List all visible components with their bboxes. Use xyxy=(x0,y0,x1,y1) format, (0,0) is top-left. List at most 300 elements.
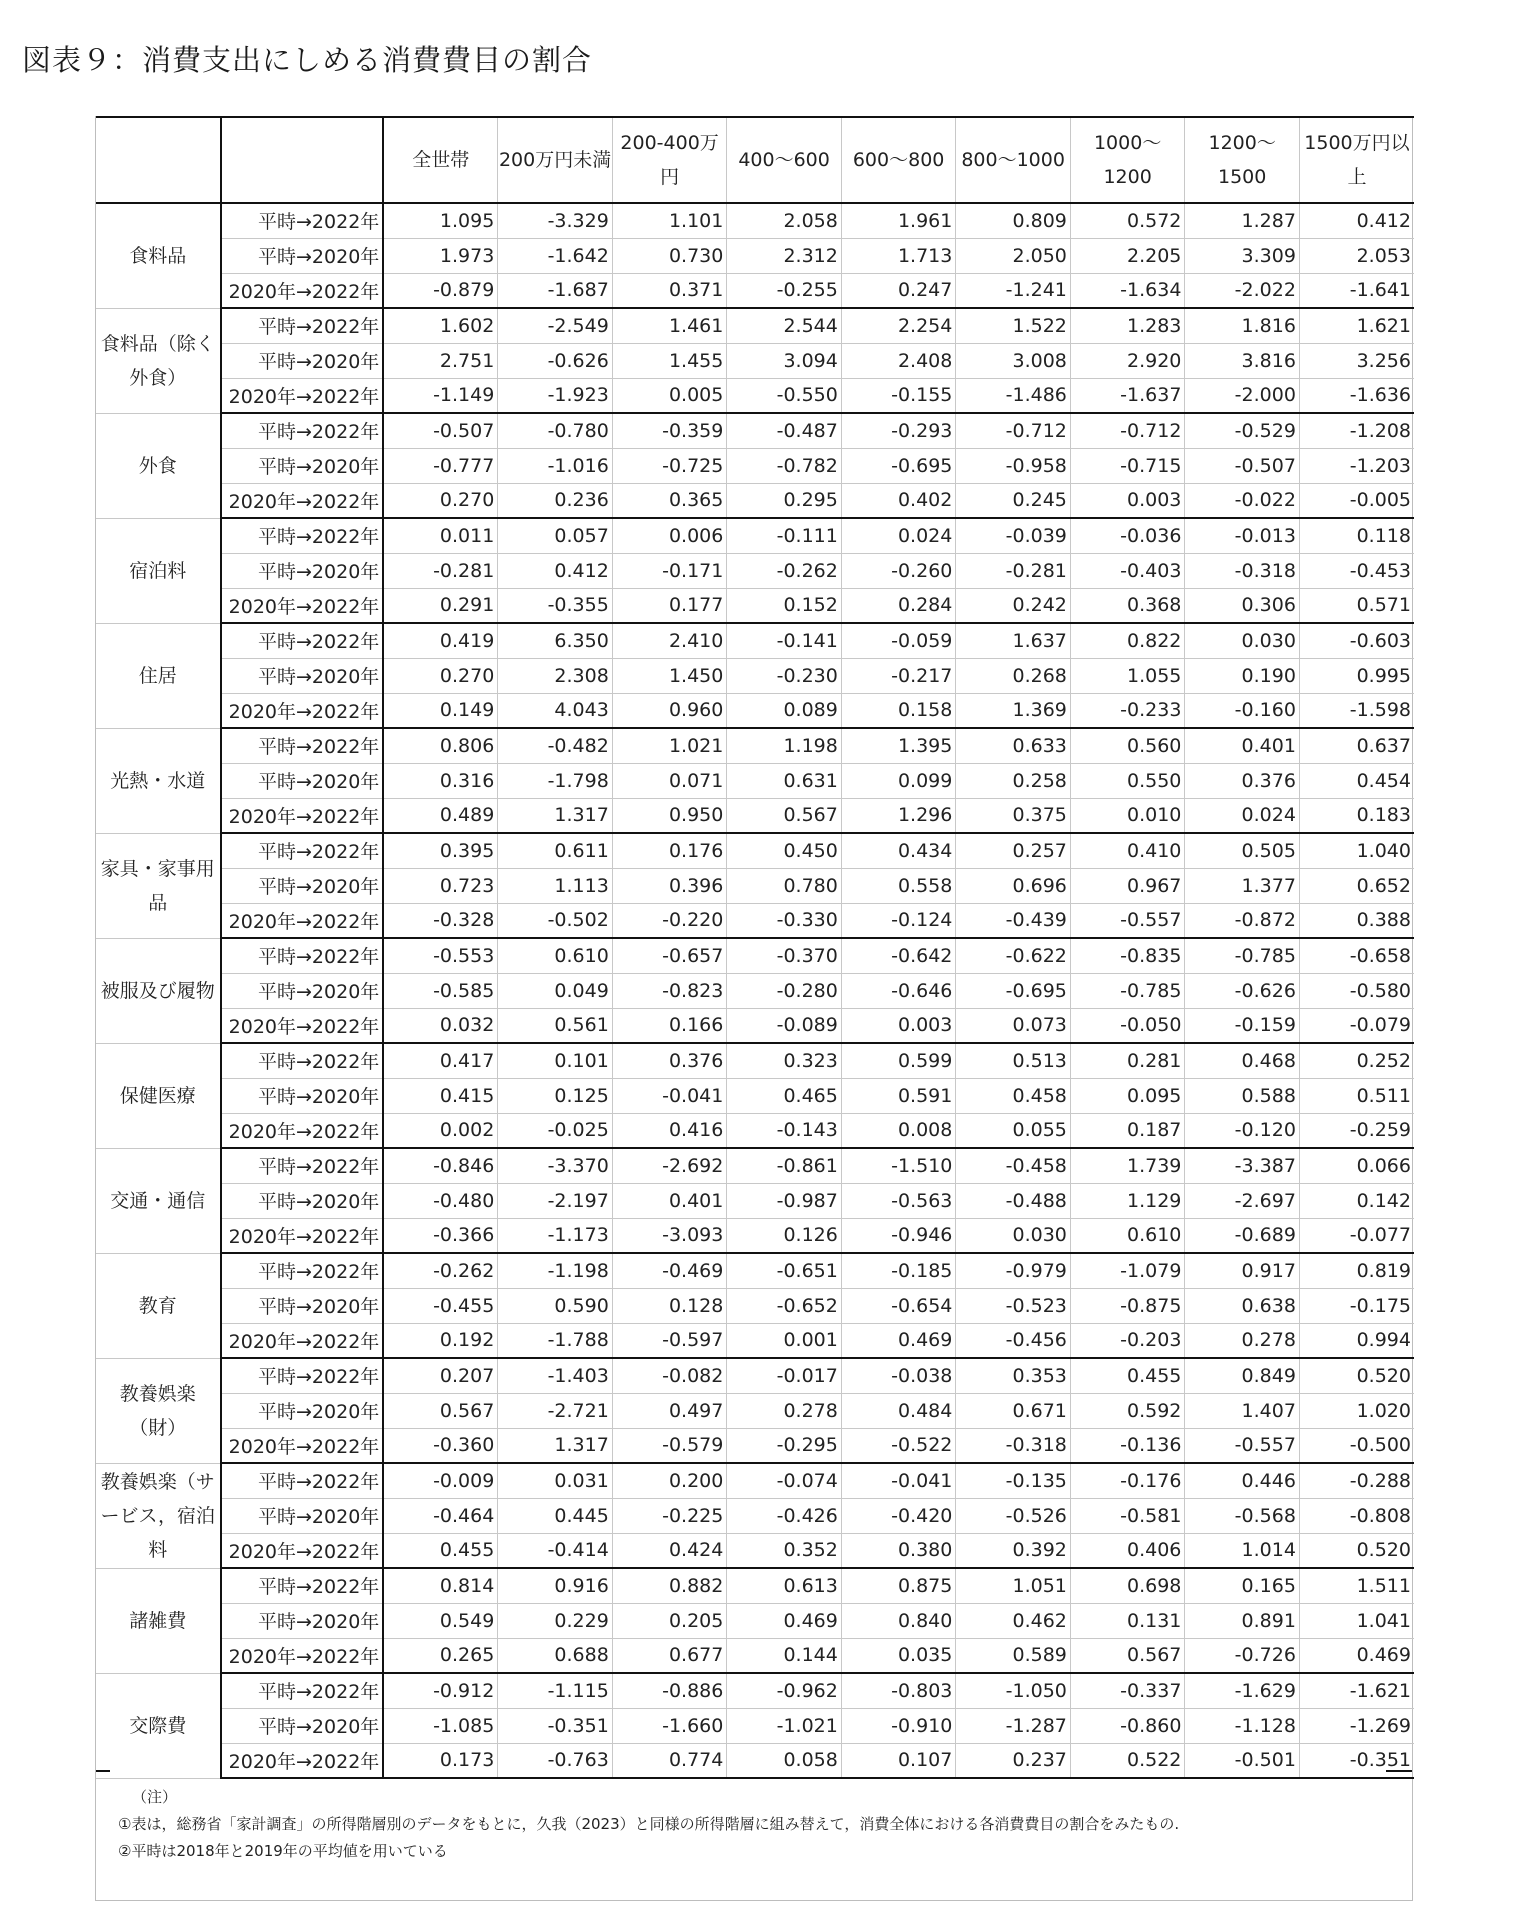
period-cell: 平時→2020年 xyxy=(221,1708,384,1743)
value-cell: -0.351 xyxy=(1299,1743,1414,1778)
value-cell: 0.424 xyxy=(612,1533,727,1568)
value-cell: 0.567 xyxy=(383,1393,498,1428)
value-cell: 0.402 xyxy=(841,483,956,518)
value-cell: -0.041 xyxy=(612,1078,727,1113)
page-title: 図表９：消費支出にしめる消費費目の割合 xyxy=(22,43,593,77)
period-cell: 平時→2022年 xyxy=(221,1568,384,1603)
value-cell: -0.233 xyxy=(1070,693,1185,728)
value-cell: -1.621 xyxy=(1299,1673,1414,1708)
value-cell: -0.135 xyxy=(956,1463,1071,1498)
value-cell: 0.006 xyxy=(612,518,727,553)
table-row xyxy=(96,1638,1414,1673)
value-cell: -0.089 xyxy=(727,1008,842,1043)
table-row xyxy=(96,833,1414,868)
period-cell: 平時→2022年 xyxy=(221,1148,384,1183)
value-cell: -0.414 xyxy=(498,1533,613,1568)
value-cell: -0.458 xyxy=(956,1148,1071,1183)
value-cell: 2.058 xyxy=(727,203,842,238)
value-cell: 0.415 xyxy=(383,1078,498,1113)
value-cell: 0.035 xyxy=(841,1638,956,1673)
value-cell: 0.571 xyxy=(1299,588,1414,623)
table-row xyxy=(96,273,1414,308)
value-cell: -0.036 xyxy=(1070,518,1185,553)
period-cell: 平時→2022年 xyxy=(221,1673,384,1708)
value-cell: 0.410 xyxy=(1070,833,1185,868)
column-header: 800～1000 xyxy=(956,117,1071,203)
value-cell: 0.073 xyxy=(956,1008,1071,1043)
category-cell: 教育 xyxy=(96,1253,221,1358)
period-cell: 2020年→2022年 xyxy=(221,693,384,728)
value-cell: -0.563 xyxy=(841,1183,956,1218)
value-cell: 0.005 xyxy=(612,378,727,413)
value-cell: -1.128 xyxy=(1185,1708,1300,1743)
table-row xyxy=(96,1428,1414,1463)
value-cell: -0.059 xyxy=(841,623,956,658)
category-cell: 被服及び履物 xyxy=(96,938,221,1043)
value-cell: 0.278 xyxy=(727,1393,842,1428)
value-cell: 1.040 xyxy=(1299,833,1414,868)
value-cell: 0.010 xyxy=(1070,798,1185,833)
value-cell: -0.439 xyxy=(956,903,1071,938)
value-cell: 2.544 xyxy=(727,308,842,343)
period-cell: 平時→2020年 xyxy=(221,1393,384,1428)
value-cell: 0.395 xyxy=(383,833,498,868)
value-cell: 0.316 xyxy=(383,763,498,798)
value-cell: -0.160 xyxy=(1185,693,1300,728)
value-cell: 0.780 xyxy=(727,868,842,903)
period-cell: 2020年→2022年 xyxy=(221,903,384,938)
value-cell: -0.910 xyxy=(841,1708,956,1743)
value-cell: -0.651 xyxy=(727,1253,842,1288)
value-cell: -0.712 xyxy=(956,413,1071,448)
period-cell: 2020年→2022年 xyxy=(221,1428,384,1463)
value-cell: 0.008 xyxy=(841,1113,956,1148)
value-cell: -0.689 xyxy=(1185,1218,1300,1253)
value-cell: 0.698 xyxy=(1070,1568,1185,1603)
value-cell: 0.806 xyxy=(383,728,498,763)
value-cell: -0.225 xyxy=(612,1498,727,1533)
category-cell: 宿泊料 xyxy=(96,518,221,623)
table-row xyxy=(96,1463,1414,1498)
value-cell: 0.633 xyxy=(956,728,1071,763)
value-cell: 0.388 xyxy=(1299,903,1414,938)
value-cell: 0.392 xyxy=(956,1533,1071,1568)
value-cell: -0.171 xyxy=(612,553,727,588)
value-cell: 0.891 xyxy=(1185,1603,1300,1638)
period-cell: 平時→2020年 xyxy=(221,868,384,903)
period-cell: 2020年→2022年 xyxy=(221,1218,384,1253)
table-row xyxy=(96,1603,1414,1638)
value-cell: -3.093 xyxy=(612,1218,727,1253)
value-cell: 0.550 xyxy=(1070,763,1185,798)
period-cell: 平時→2020年 xyxy=(221,973,384,1008)
value-cell: 0.192 xyxy=(383,1323,498,1358)
value-cell: 0.365 xyxy=(612,483,727,518)
value-cell: 0.917 xyxy=(1185,1253,1300,1288)
value-cell: 0.030 xyxy=(956,1218,1071,1253)
value-cell: -0.487 xyxy=(727,413,842,448)
value-cell: 0.242 xyxy=(956,588,1071,623)
value-cell: -0.077 xyxy=(1299,1218,1414,1253)
value-cell: 0.445 xyxy=(498,1498,613,1533)
value-cell: 0.237 xyxy=(956,1743,1071,1778)
value-cell: 0.468 xyxy=(1185,1043,1300,1078)
value-cell: -0.780 xyxy=(498,413,613,448)
period-cell: 平時→2020年 xyxy=(221,1498,384,1533)
table-end-mark-right xyxy=(1386,1770,1412,1772)
value-cell: 0.281 xyxy=(1070,1043,1185,1078)
table-row xyxy=(96,728,1414,763)
period-cell: 平時→2022年 xyxy=(221,938,384,973)
value-cell: 0.284 xyxy=(841,588,956,623)
value-cell: 1.973 xyxy=(383,238,498,273)
value-cell: -0.480 xyxy=(383,1183,498,1218)
period-cell: 2020年→2022年 xyxy=(221,1113,384,1148)
value-cell: -1.636 xyxy=(1299,378,1414,413)
value-cell: -0.359 xyxy=(612,413,727,448)
value-cell: -0.079 xyxy=(1299,1008,1414,1043)
value-cell: 0.128 xyxy=(612,1288,727,1323)
value-cell: 0.412 xyxy=(1299,203,1414,238)
value-cell: 0.723 xyxy=(383,868,498,903)
table-row xyxy=(96,1183,1414,1218)
value-cell: -1.085 xyxy=(383,1708,498,1743)
table-row xyxy=(96,973,1414,1008)
value-cell: 0.434 xyxy=(841,833,956,868)
value-cell: 6.350 xyxy=(498,623,613,658)
period-cell: 平時→2020年 xyxy=(221,1603,384,1638)
value-cell: -0.360 xyxy=(383,1428,498,1463)
table-row xyxy=(96,1113,1414,1148)
table-row xyxy=(96,1288,1414,1323)
category-cell: 諸雑費 xyxy=(96,1568,221,1673)
value-cell: 0.142 xyxy=(1299,1183,1414,1218)
value-cell: -0.220 xyxy=(612,903,727,938)
value-cell: 0.638 xyxy=(1185,1288,1300,1323)
value-cell: -0.646 xyxy=(841,973,956,1008)
value-cell: 0.030 xyxy=(1185,623,1300,658)
period-cell: 平時→2022年 xyxy=(221,833,384,868)
value-cell: 0.469 xyxy=(841,1323,956,1358)
table-row xyxy=(96,1568,1414,1603)
period-cell: 平時→2022年 xyxy=(221,1043,384,1078)
value-cell: -0.143 xyxy=(727,1113,842,1148)
value-cell: -3.370 xyxy=(498,1148,613,1183)
value-cell: -0.281 xyxy=(383,553,498,588)
value-cell: -1.634 xyxy=(1070,273,1185,308)
value-cell: 0.101 xyxy=(498,1043,613,1078)
value-cell: 0.610 xyxy=(498,938,613,973)
value-cell: -0.185 xyxy=(841,1253,956,1288)
column-header: 400～600 xyxy=(727,117,842,203)
value-cell: 0.960 xyxy=(612,693,727,728)
value-cell: 0.089 xyxy=(727,693,842,728)
value-cell: -2.000 xyxy=(1185,378,1300,413)
value-cell: -0.288 xyxy=(1299,1463,1414,1498)
period-cell: 平時→2022年 xyxy=(221,623,384,658)
value-cell: 0.118 xyxy=(1299,518,1414,553)
value-cell: -0.203 xyxy=(1070,1323,1185,1358)
value-cell: 0.032 xyxy=(383,1008,498,1043)
value-cell: -0.835 xyxy=(1070,938,1185,973)
value-cell: -1.687 xyxy=(498,273,613,308)
value-cell: 0.611 xyxy=(498,833,613,868)
value-cell: 0.572 xyxy=(1070,203,1185,238)
value-cell: 0.849 xyxy=(1185,1358,1300,1393)
table-row xyxy=(96,763,1414,798)
value-cell: 0.258 xyxy=(956,763,1071,798)
value-cell: 0.446 xyxy=(1185,1463,1300,1498)
value-cell: -0.255 xyxy=(727,273,842,308)
value-cell: 0.247 xyxy=(841,273,956,308)
value-cell: -0.803 xyxy=(841,1673,956,1708)
table-row xyxy=(96,1323,1414,1358)
value-cell: 0.497 xyxy=(612,1393,727,1428)
value-cell: 0.144 xyxy=(727,1638,842,1673)
value-cell: 0.183 xyxy=(1299,798,1414,833)
value-cell: -0.050 xyxy=(1070,1008,1185,1043)
value-cell: 0.484 xyxy=(841,1393,956,1428)
value-cell: -0.529 xyxy=(1185,413,1300,448)
value-cell: -0.785 xyxy=(1070,973,1185,1008)
value-cell: 0.469 xyxy=(1299,1638,1414,1673)
period-cell: 平時→2022年 xyxy=(221,1463,384,1498)
value-cell: 0.730 xyxy=(612,238,727,273)
period-cell: 平時→2020年 xyxy=(221,553,384,588)
value-cell: 0.613 xyxy=(727,1568,842,1603)
value-cell: 0.511 xyxy=(1299,1078,1414,1113)
period-cell: 平時→2020年 xyxy=(221,238,384,273)
value-cell: 0.049 xyxy=(498,973,613,1008)
value-cell: 0.522 xyxy=(1070,1743,1185,1778)
value-cell: 0.131 xyxy=(1070,1603,1185,1638)
value-cell: 0.567 xyxy=(727,798,842,833)
value-cell: 0.158 xyxy=(841,693,956,728)
period-cell: 2020年→2022年 xyxy=(221,1638,384,1673)
value-cell: 1.095 xyxy=(383,203,498,238)
value-cell: 1.055 xyxy=(1070,658,1185,693)
value-cell: -1.021 xyxy=(727,1708,842,1743)
value-cell: -0.022 xyxy=(1185,483,1300,518)
value-cell: 3.256 xyxy=(1299,343,1414,378)
value-cell: 0.455 xyxy=(383,1533,498,1568)
value-cell: 0.229 xyxy=(498,1603,613,1638)
value-cell: 0.270 xyxy=(383,658,498,693)
value-cell: -0.120 xyxy=(1185,1113,1300,1148)
value-cell: 0.306 xyxy=(1185,588,1300,623)
value-cell: 1.522 xyxy=(956,308,1071,343)
value-cell: -0.370 xyxy=(727,938,842,973)
value-cell: 0.558 xyxy=(841,868,956,903)
value-cell: -0.846 xyxy=(383,1148,498,1183)
value-cell: -2.197 xyxy=(498,1183,613,1218)
value-cell: 0.875 xyxy=(841,1568,956,1603)
value-cell: 0.567 xyxy=(1070,1638,1185,1673)
value-cell: 0.462 xyxy=(956,1603,1071,1638)
table-row xyxy=(96,553,1414,588)
value-cell: 1.041 xyxy=(1299,1603,1414,1638)
table-row xyxy=(96,1043,1414,1078)
value-cell: 0.458 xyxy=(956,1078,1071,1113)
value-cell: -0.654 xyxy=(841,1288,956,1323)
period-cell: 2020年→2022年 xyxy=(221,1743,384,1778)
value-cell: -0.507 xyxy=(1185,448,1300,483)
value-cell: -0.987 xyxy=(727,1183,842,1218)
value-cell: 0.368 xyxy=(1070,588,1185,623)
value-cell: -0.808 xyxy=(1299,1498,1414,1533)
table-row xyxy=(96,658,1414,693)
category-cell: 交通・通信 xyxy=(96,1148,221,1253)
value-cell: -1.642 xyxy=(498,238,613,273)
value-cell: -0.318 xyxy=(956,1428,1071,1463)
value-cell: 0.149 xyxy=(383,693,498,728)
value-cell: -0.330 xyxy=(727,903,842,938)
value-cell: 0.774 xyxy=(612,1743,727,1778)
value-cell: 0.291 xyxy=(383,588,498,623)
value-cell: 0.406 xyxy=(1070,1533,1185,1568)
value-cell: 1.369 xyxy=(956,693,1071,728)
value-cell: 2.920 xyxy=(1070,343,1185,378)
value-cell: -0.962 xyxy=(727,1673,842,1708)
value-cell: -1.241 xyxy=(956,273,1071,308)
value-cell: 0.165 xyxy=(1185,1568,1300,1603)
value-cell: -0.777 xyxy=(383,448,498,483)
header-row xyxy=(96,117,1414,203)
value-cell: 0.450 xyxy=(727,833,842,868)
value-cell: 0.412 xyxy=(498,553,613,588)
value-cell: -1.629 xyxy=(1185,1673,1300,1708)
value-cell: 0.003 xyxy=(841,1008,956,1043)
category-cell: 教養娯楽（財） xyxy=(96,1358,221,1463)
value-cell: -2.692 xyxy=(612,1148,727,1183)
value-cell: 1.455 xyxy=(612,343,727,378)
category-cell: 交際費 xyxy=(96,1673,221,1778)
value-cell: 0.677 xyxy=(612,1638,727,1673)
value-cell: 1.198 xyxy=(727,728,842,763)
period-cell: 2020年→2022年 xyxy=(221,1323,384,1358)
table-row xyxy=(96,588,1414,623)
value-cell: 0.417 xyxy=(383,1043,498,1078)
value-cell: -0.337 xyxy=(1070,1673,1185,1708)
value-cell: 0.071 xyxy=(612,763,727,798)
value-cell: 1.739 xyxy=(1070,1148,1185,1183)
value-cell: -3.329 xyxy=(498,203,613,238)
value-cell: 0.631 xyxy=(727,763,842,798)
value-cell: 0.469 xyxy=(727,1603,842,1638)
value-cell: 3.816 xyxy=(1185,343,1300,378)
value-cell: 1.395 xyxy=(841,728,956,763)
value-cell: -0.642 xyxy=(841,938,956,973)
value-cell: -0.017 xyxy=(727,1358,842,1393)
value-cell: -0.886 xyxy=(612,1673,727,1708)
header-period xyxy=(221,117,384,203)
table-row xyxy=(96,868,1414,903)
period-cell: 平時→2022年 xyxy=(221,518,384,553)
value-cell: 0.257 xyxy=(956,833,1071,868)
table-row xyxy=(96,238,1414,273)
table-row xyxy=(96,693,1414,728)
value-cell: 0.505 xyxy=(1185,833,1300,868)
table-row xyxy=(96,798,1414,833)
table-row xyxy=(96,378,1414,413)
value-cell: -1.115 xyxy=(498,1673,613,1708)
value-cell: 0.455 xyxy=(1070,1358,1185,1393)
table-row xyxy=(96,1533,1414,1568)
value-cell: 1.450 xyxy=(612,658,727,693)
value-cell: -0.526 xyxy=(956,1498,1071,1533)
value-cell: 0.610 xyxy=(1070,1218,1185,1253)
value-cell: 1.961 xyxy=(841,203,956,238)
value-cell: 1.377 xyxy=(1185,868,1300,903)
value-cell: -1.486 xyxy=(956,378,1071,413)
value-cell: -0.553 xyxy=(383,938,498,973)
column-header: 1200～1500 xyxy=(1185,117,1300,203)
category-cell: 光熱・水道 xyxy=(96,728,221,833)
value-cell: 0.270 xyxy=(383,483,498,518)
column-header: 1500万円以上 xyxy=(1299,117,1414,203)
value-cell: 1.407 xyxy=(1185,1393,1300,1428)
value-cell: -0.464 xyxy=(383,1498,498,1533)
value-cell: -0.823 xyxy=(612,973,727,1008)
value-cell: 2.751 xyxy=(383,343,498,378)
value-cell: -0.626 xyxy=(498,343,613,378)
value-cell: -0.500 xyxy=(1299,1428,1414,1463)
column-header: 200-400万円 xyxy=(612,117,727,203)
table-row xyxy=(96,1498,1414,1533)
value-cell: 0.177 xyxy=(612,588,727,623)
value-cell: -1.923 xyxy=(498,378,613,413)
value-cell: -0.426 xyxy=(727,1498,842,1533)
period-cell: 2020年→2022年 xyxy=(221,1533,384,1568)
category-cell: 外食 xyxy=(96,413,221,518)
category-cell: 食料品（除く外食） xyxy=(96,308,221,413)
value-cell: 0.066 xyxy=(1299,1148,1414,1183)
table-row xyxy=(96,203,1414,238)
value-cell: -0.355 xyxy=(498,588,613,623)
value-cell: -1.287 xyxy=(956,1708,1071,1743)
value-cell: -0.557 xyxy=(1070,903,1185,938)
value-cell: 0.401 xyxy=(1185,728,1300,763)
note-line-2: ②平時は2018年と2019年の平均値を用いている xyxy=(118,1842,448,1860)
value-cell: -0.005 xyxy=(1299,483,1414,518)
value-cell: -0.159 xyxy=(1185,1008,1300,1043)
value-cell: 0.822 xyxy=(1070,623,1185,658)
value-cell: -1.641 xyxy=(1299,273,1414,308)
value-cell: -1.637 xyxy=(1070,378,1185,413)
value-cell: 3.094 xyxy=(727,343,842,378)
value-cell: -0.652 xyxy=(727,1288,842,1323)
value-cell: -1.403 xyxy=(498,1358,613,1393)
value-cell: 0.003 xyxy=(1070,483,1185,518)
value-cell: 0.268 xyxy=(956,658,1071,693)
value-cell: -0.875 xyxy=(1070,1288,1185,1323)
value-cell: -1.798 xyxy=(498,763,613,798)
period-cell: 平時→2022年 xyxy=(221,203,384,238)
note-line-1: ①表は，総務省「家計調査」の所得階層別のデータをもとに，久我（2023）と同様の所得階層に組み替えて，消費全体における各消費費目の割合をみたもの. xyxy=(118,1815,1180,1833)
value-cell: 0.376 xyxy=(1185,763,1300,798)
value-cell: -0.695 xyxy=(956,973,1071,1008)
value-cell: 0.840 xyxy=(841,1603,956,1638)
value-cell: -0.351 xyxy=(498,1708,613,1743)
value-cell: -0.872 xyxy=(1185,903,1300,938)
column-header: 1000～1200 xyxy=(1070,117,1185,203)
value-cell: -1.016 xyxy=(498,448,613,483)
value-cell: 0.126 xyxy=(727,1218,842,1253)
value-cell: -0.715 xyxy=(1070,448,1185,483)
value-cell: -2.549 xyxy=(498,308,613,343)
table-end-mark-left xyxy=(96,1770,110,1772)
value-cell: -0.581 xyxy=(1070,1498,1185,1533)
